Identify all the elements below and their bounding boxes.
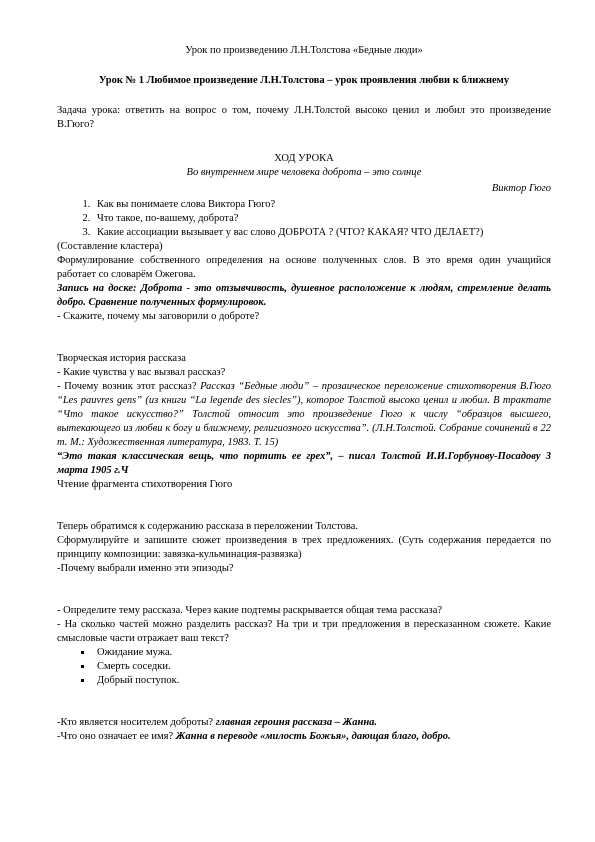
board-note: Запись на доске: Доброта - это отзывчивость, душевное расположение к людям, стремление делать добро. Сравнение полученных формулировок. [57, 283, 551, 308]
kindness-carrier-line [57, 716, 551, 730]
parts-list [57, 646, 551, 688]
question-item: 2. Что такое, по-вашему, доброта? [93, 212, 551, 226]
feelings-question: - Какие чувства у вас вызвал рассказ? [57, 367, 226, 378]
epigraph-quote: Во внутреннем мире человека доброта – это солнце [186, 167, 422, 178]
episodes-question: -Почему выбрали именно эти эпизоды? [57, 563, 234, 574]
story-origin-answer: Рассказ “Бедные люди” – прозаическое переложение стихотворения В.Гюго “Les pauvres gens” (из книги “La legende des siecles”), которое Толстой высоко ценил и любил. В трактате “Что такое искусство?” Толстой относит это произведение Гюго к числу “образцов высшего, вытекающего из любви к богу и ближнему, религиозного искусства”. (Л.Н.Толстой. Собрание сочинений в 22 т. М.: Художественная литература, 1983. Т. 15) [57, 381, 551, 448]
formulation-paragraph: Формулирование собственного определения на основе полученных слов. В это время один учащийся работает со словарём Ожегова. [57, 255, 551, 280]
content-intro: Теперь обратимся к содержанию рассказа в переложении Толстова. [57, 521, 358, 532]
question-list [57, 198, 551, 240]
document-title: Урок по произведению Л.Н.Толстова «Бедные люди» [185, 45, 423, 56]
epigraph-author: Виктор Гюго [491, 183, 551, 194]
cluster-note: (Составление кластера) [57, 241, 163, 252]
story-origin-paragraph [57, 380, 551, 450]
kindness-carrier-answer: главная героиня рассказа – Жанна. [215, 717, 378, 728]
document-content [57, 44, 551, 744]
question-item: 1. Как вы понимаете слова Виктора Гюго? [93, 198, 551, 212]
creative-history-heading: Творческая история рассказа [57, 353, 186, 364]
say-why-question: - Скажите, почему мы заговорили о доброте? [57, 311, 260, 322]
name-meaning-line [57, 730, 551, 744]
plot-task: Сформулируйте и запишите сюжет произведения в трех предложениях. (Суть содержания передается по принципу композиции: завязка-кульминация-развязка) [57, 535, 551, 560]
part-item: ▪ Смерть соседки. [93, 660, 551, 674]
name-meaning-question: -Что оно означает ее имя? [57, 731, 176, 742]
reading-fragment-note: Чтение фрагмента стихотворения Гюго [57, 479, 233, 490]
parts-question: - На сколько частей можно разделить рассказ? На три и три предложения в пересказанном сюжете. Какие смысловые части отражает ваш текст? [57, 619, 551, 644]
kindness-carrier-question: -Кто является носителем доброты? [57, 717, 216, 728]
story-origin-question: - Почему возник этот рассказ? [57, 381, 201, 392]
course-heading: ХОД УРОКА [274, 153, 334, 164]
theme-question: - Определите тему рассказа. Через какие подтемы раскрывается общая тема рассказа? [57, 605, 443, 616]
lesson-task: Задача урока: ответить на вопрос о том, почему Л.Н.Толстой высоко ценил и любил это произведение В.Гюго? [57, 105, 551, 130]
lesson-heading: Урок № 1 Любимое произведение Л.Н.Толстова – урок проявления любви к ближнему [98, 75, 510, 86]
name-meaning-answer: Жанна в переводе «милость Божья», дающая благо, добро. [175, 731, 451, 742]
question-item: 3. Какие ассоциации вызывает у вас слово ДОБРОТА ? (ЧТО? КАКАЯ? ЧТО ДЕЛАЕТ?) [93, 226, 551, 240]
part-item: ▪ Ожидание мужа. [93, 646, 551, 660]
part-item: ▪ Добрый поступок. [93, 674, 551, 688]
tolstoy-letter-quote: “Это такая классическая вещь, что портить ее грех”, – писал Толстой И.И.Горбунову-Посадову 3 марта 1905 г.Ч [57, 451, 551, 476]
